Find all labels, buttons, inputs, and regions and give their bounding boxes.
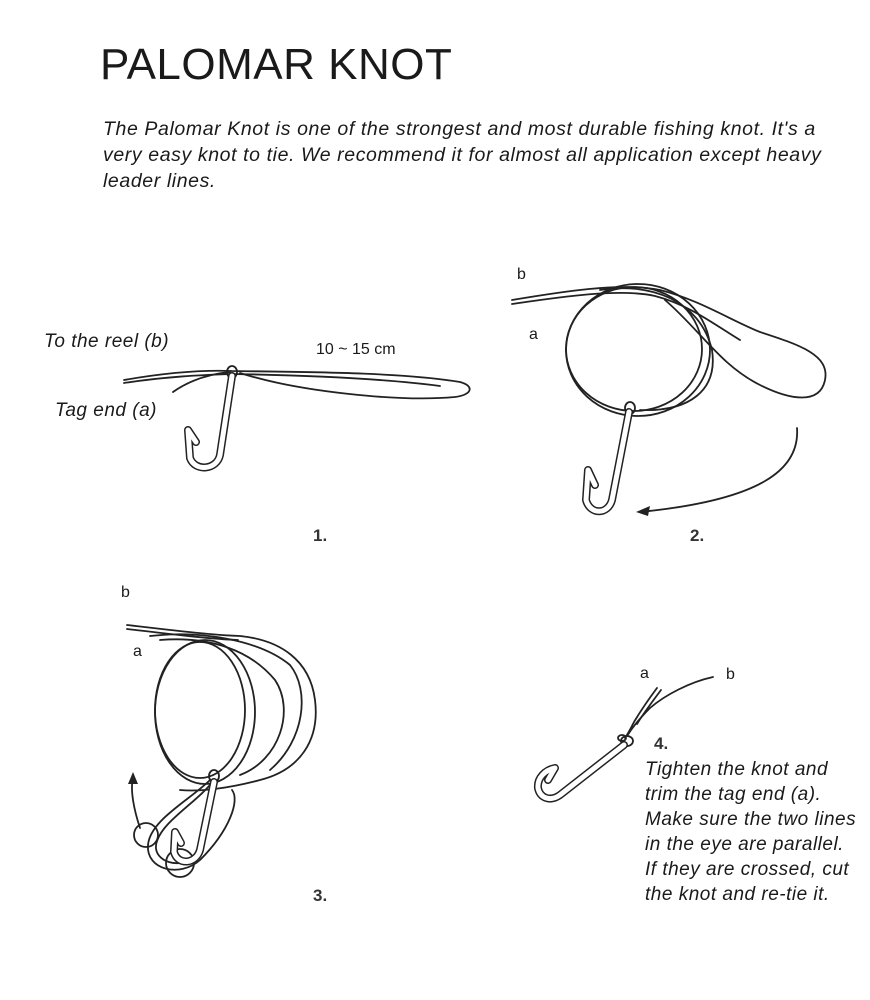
- step3-bead-small: [134, 823, 158, 847]
- step1-illustration: [124, 366, 470, 467]
- step4-hook: [538, 745, 624, 799]
- step2-number: 2.: [690, 526, 705, 545]
- step1-number: 1.: [313, 526, 328, 545]
- reel-end-label: To the reel (b): [44, 331, 170, 352]
- rotate-arrow-curve: [640, 428, 797, 512]
- loop-arrow-curve: [132, 778, 140, 828]
- step1-hook: [188, 376, 232, 467]
- rotate-arrow-head: [636, 506, 650, 516]
- step2-label-b: b: [517, 266, 526, 283]
- intro-text: The Palomar Knot is one of the strongest and most durable fishing knot. It's a very easy knot to tie. We recommend it for almost all application except heavy leader lines.: [103, 118, 822, 192]
- page-title: PALOMAR KNOT: [100, 40, 453, 89]
- tag-end-label: Tag end (a): [55, 400, 157, 421]
- step3-label-a: a: [133, 643, 142, 660]
- step3-illustration: [127, 625, 316, 877]
- step4-label-a: a: [640, 665, 649, 682]
- loop-arrow-head: [128, 772, 138, 784]
- step4-label-b: b: [726, 666, 735, 683]
- loop-length-label: 10 ~ 15 cm: [316, 341, 396, 358]
- step3-number: 3.: [313, 886, 328, 905]
- step2-hook: [586, 412, 629, 511]
- step4-instructions: Tighten the knot and trim the tag end (a). Make sure the two lines in the eye are parallel. If they are crossed, cut the knot and re-tie it.: [645, 759, 857, 905]
- step2-label-a: a: [529, 326, 538, 343]
- step4-number: 4.: [654, 734, 669, 753]
- step2-illustration: [512, 284, 826, 516]
- step3-label-b: b: [121, 584, 130, 601]
